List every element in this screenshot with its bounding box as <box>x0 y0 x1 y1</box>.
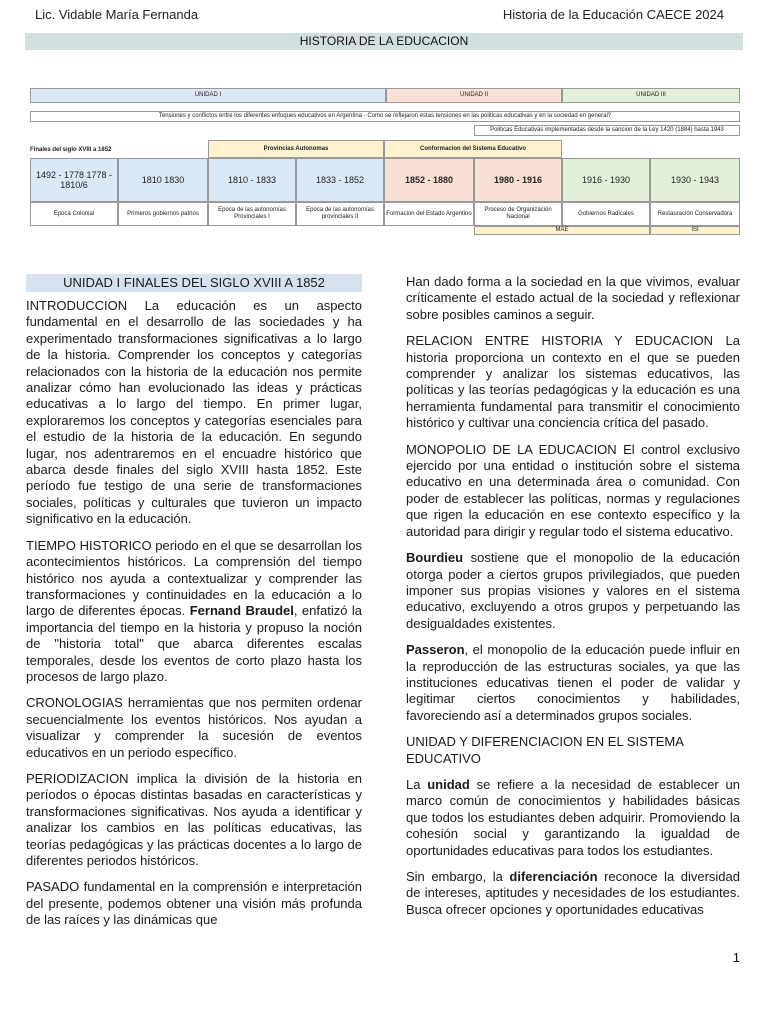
right-column <box>406 274 740 928</box>
section-heading: UNIDAD I FINALES DEL SIGLO XVIII A 1852 <box>26 274 362 292</box>
header-author: Lic. Vidable María Fernanda <box>35 7 199 22</box>
period-cell: 1980 - 1916 <box>474 158 562 202</box>
cronologias-paragraph: CRONOLOGIAS herramientas que nos permiten ordenar secuencialmente los eventos históricos. Nos ayudan a visualizar y comprender la sucesión de eventos educativos en un periodo específico. <box>26 695 362 760</box>
header-course: Historia de la Educación CAECE 2024 <box>502 7 724 22</box>
era-cell: Formacion del Estado Argentino <box>384 202 474 226</box>
conformacion-header: Conformacion del Sistema Educativo <box>384 140 562 158</box>
diferenciacion-paragraph <box>406 869 740 918</box>
tensions-row: Tensiones y conflictos entre los diferentes enfoques educativos en Argentina - Como se reflejaron estas tensiones en las politicas educativas y en la sociedad en general? <box>30 111 740 122</box>
periodizacion-paragraph: PERIODIZACION implica la división de la historia en períodos o épocas distintas basadas en características y transformaciones significativas. Nos ayuda a identificar y analizar los cambios en las políticas educativas, las teorías pedagógicas y las prácticas docentes a lo largo de diferentes periodos históricos. <box>26 770 362 868</box>
period-cell: 1916 - 1930 <box>562 158 650 202</box>
era-cell: Epoca de las autonomías provinciales II <box>296 202 384 226</box>
unit-1-header: UNIDAD I <box>30 88 386 103</box>
period-cell: 1810 - 1833 <box>208 158 296 202</box>
relacion-paragraph: RELACION ENTRE HISTORIA Y EDUCACION La historia proporciona un contexto en el que se pueden comprender y analizar los sistemas educativos, las políticas y las teorías pedagógicas y la educación es una herramienta fundamental para transmitir el conocimiento histórico y cultivar una conciencia crítica del pasado. <box>406 333 740 431</box>
bourdieu-name: Bourdieu <box>406 550 464 566</box>
unidad-word: unidad <box>427 776 470 792</box>
policies-row: Politicas Educativas implementadas desde la sancion de la Ley 1420 (1884) hasta 1943 <box>474 125 740 136</box>
era-cell: Epoca de las autonomías Provinciales I <box>208 202 296 226</box>
tiempo-text: TIEMPO HISTORICO periodo en el que se desarrollan los acontecimientos históricos. La comprensión del tiempo histórico nos ayuda a contextualizar y comprender las transformaciones y continuidades en la educación a lo largo de diferentes épocas. <box>26 537 362 619</box>
unidad-paragraph <box>406 777 740 859</box>
era-cell: Restauración Conservadora <box>650 202 740 226</box>
passeron-text: , el monopolio de la educación puede influir en la reproducción de las estructuras sociales, ya que las instituciones educativas tienen el poder de validar y legitimar ciertos conocimientos y habilidades, favoreciendo así a determinados grupos sociales. <box>406 642 740 723</box>
period-cell: 1833 - 1852 <box>296 158 384 202</box>
provincias-header: Provincias Autonomas <box>208 140 384 158</box>
unit-2-header: UNIDAD II <box>386 88 562 103</box>
page-number: 1 <box>732 950 740 965</box>
mae-cell: MAE <box>474 226 650 235</box>
era-cell: Primeros gobiernos patrios <box>118 202 208 226</box>
passeron-paragraph <box>406 642 740 724</box>
period-cell: 1492 - 1778 1778 - 1810/6 <box>30 158 118 202</box>
period-cell: 1810 1830 <box>118 158 208 202</box>
diferenciacion-word: diferenciación <box>509 869 598 884</box>
intro-paragraph: INTRODUCCION La educación es un aspecto fundamental en el desarrollo de las sociedades y ha experimentado transformaciones significativas a lo largo de la historia. Comprender los conceptos y categorías relacionados con la historia de la educación nos permite analizar cómo han evolucionado las ideas y prácticas educativas a lo largo del tiempo. En primer lugar, exploraremos los conceptos y categorías esenciales para el estudio de la historia de la educación. En segundo lugar, nos adentraremos en el encuadre histórico que abarca desde finales del siglo XVIII hasta 1852. Este período fue testigo de una serie de transformaciones sociales, políticas y culturales que tuvieron un impacto significativo en la educación. <box>26 298 362 527</box>
dif-text-2: reconoce la diversidad de intereses, aptitudes y necesidades de los estudiantes. Busca ofrecer opciones y oportunidades educativas <box>406 869 740 917</box>
period-cell: 1930 - 1943 <box>650 158 740 202</box>
unidad-text: La <box>406 776 428 792</box>
continuation-paragraph: Han dado forma a la sociedad en la que vivimos, evaluar críticamente el estado actual de la sociedad y reflexionar sobre posibles caminos a seguir. <box>406 274 740 322</box>
tiempo-text-2: , enfatizó la importancia del tiempo en la historia y propuso la noción de "historia total" que abarca diferentes escalas temporales, desde los eventos de corto plazo hasta los procesos de largo plazo. <box>26 603 362 684</box>
bourdieu-paragraph <box>406 550 740 632</box>
page-title: HISTORIA DE LA EDUCACION <box>25 33 743 50</box>
isi-cell: ISI <box>650 226 740 235</box>
unidad-heading: UNIDAD Y DIFERENCIACION EN EL SISTEMA EDUCATIVO <box>406 734 684 766</box>
passeron-name: Passeron <box>406 642 465 658</box>
tiempo-paragraph <box>26 538 362 686</box>
monopolio-paragraph: MONOPOLIO DE LA EDUCACION El control exclusivo ejercido por una entidad o institución sobre el sistema educativo en una determinada área o comunidad. Con poder de establecer las políticas, normas y regulaciones que rigen la educación en ese contexto específico y la autoridad para dirigir y regular todo el sistema educativo. <box>406 441 740 539</box>
era-cell: Epoca Colonial <box>30 202 118 226</box>
period-cell: 1852 - 1880 <box>384 158 474 202</box>
row-label: Finales del siglo XVIII a 1852 <box>30 146 112 153</box>
unidad-text-2: se refiere a la necesidad de establecer un marco común de conocimientos y habilidades básicas que todos los estudiantes deben adquirir. Promoviendo la cohesión social y garantizando la igualdad de oportunidades educativas para todos los estudiantes. <box>406 776 740 858</box>
left-column <box>26 274 362 939</box>
era-cell: Proceso de Organización Nacional <box>474 202 562 226</box>
era-cell: Gobiernos Radicales <box>562 202 650 226</box>
pasado-paragraph: PASADO fundamental en la comprensión e interpretación del presente, podemos obtener una visión más profunda de las raíces y las dinámicas que <box>26 879 362 928</box>
dif-text: Sin embargo, la <box>406 869 510 884</box>
bourdieu-text: sostiene que el monopolio de la educación otorga poder a ciertos grupos privilegiados, que pueden imponer sus propias visiones y valores en el sistema educativo, excluyendo a otros grupos y perpetuando las desigualdades existentes. <box>406 550 740 631</box>
unit-3-header: UNIDAD III <box>562 88 740 103</box>
braudel-name: Fernand Braudel <box>189 603 294 619</box>
